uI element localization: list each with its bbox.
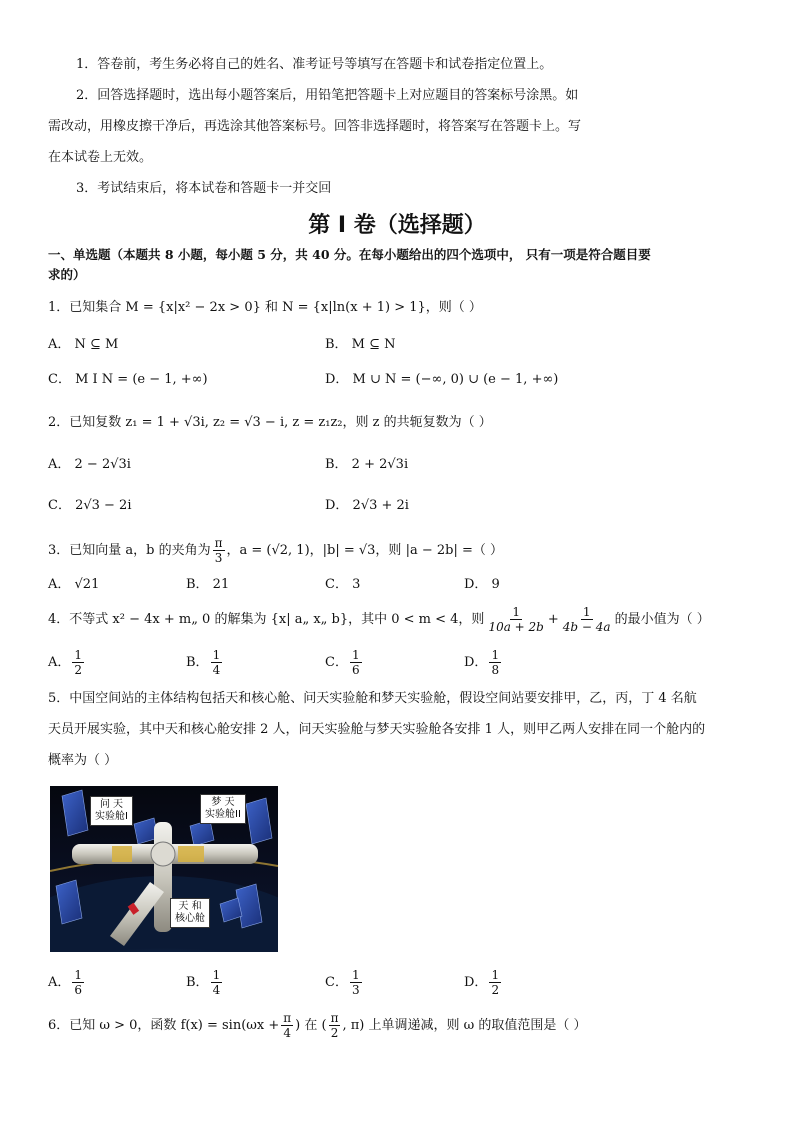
space-station-image (50, 786, 278, 952)
q2-option-a: A． 2 − 2√3i (48, 457, 131, 472)
q2-stem: 2．已知复数 z₁ = 1 + √3i, z₂ = √3 − i, z = z₁z₂，则 z 的共轭复数为（ ） (48, 415, 492, 430)
q4-f1-den: 10a + 2b (488, 620, 544, 634)
q5-option-c (325, 968, 364, 997)
q5-option-d (464, 968, 503, 997)
q5-option-c-frac (350, 968, 362, 997)
instruction-2-line3: 在本试卷上无效。 (48, 150, 153, 165)
q1-option-c: C． M I N = (e − 1, +∞) (48, 372, 208, 387)
instruction-2-line1: 2．回答选择题时，选出每小题答案后，用铅笔把答题卡上对应题目的答案标号涂黑。如 (76, 88, 579, 103)
q4-option-a-frac (72, 648, 84, 677)
instruction-2-line2: 需改动，用橡皮擦干净后，再选涂其他答案标号。回答非选择题时，将答案写在答题卡上。写 (48, 119, 582, 134)
q6-f-num: π (283, 1011, 292, 1025)
q3-stem-pre: 3．已知向量 a，b 的夹角为 (48, 543, 211, 558)
q5-option-b (186, 968, 224, 997)
q4-a-den: 2 (74, 663, 83, 677)
q4-b-num: 1 (212, 648, 221, 662)
q4-option-c-label: C． (325, 655, 348, 670)
q4-option-b (186, 648, 224, 677)
q4-fraction-1 (486, 605, 545, 634)
q1-stem: 1．已知集合 M = {x|x² − 2x > 0} 和 N = {x|ln(x + 1) > 1}，则（ ） (48, 300, 482, 315)
q5-option-c-label: C． (325, 975, 348, 990)
q6-stem (48, 1011, 586, 1041)
instruction-1: 1．答卷前，考生务必将自己的姓名、准考证号等填写在答题卡和试卷指定位置上。 (76, 57, 553, 72)
q4-stem-pre: 4．不等式 x² − 4x + m„ 0 的解集为 {x| a„ x„ b}，其中 0 < m < 4，则 (48, 612, 485, 627)
q4-option-b-frac (211, 648, 223, 677)
section-heading-line2: 求的） (48, 267, 86, 282)
q3-stem-post: ，a = (√2, 1)，|b| = √3，则 |a − 2b| =（ ） (226, 543, 503, 558)
q5-option-a (48, 968, 86, 997)
q4-option-a-label: A． (48, 655, 71, 670)
q1-option-a: A． N ⊆ M (48, 337, 119, 352)
q2-option-d: D． 2√3 + 2i (325, 498, 409, 513)
q5-c-num: 1 (351, 968, 360, 982)
q4-b-den: 4 (212, 663, 221, 677)
q4-plus: + (547, 612, 559, 627)
q3-angle-fraction (213, 536, 225, 565)
q5-a-num: 1 (74, 968, 83, 982)
q5-line3: 概率为（ ） (48, 753, 118, 768)
q4-fraction-2 (561, 605, 613, 634)
q3-option-b: B． 21 (186, 577, 230, 592)
q4-f2-den: 4b − 4a (562, 620, 611, 634)
q4-d-den: 8 (491, 663, 500, 677)
q1-option-d: D． M ∪ N = (−∞, 0) ∪ (e − 1, +∞) (325, 372, 559, 387)
q5-option-d-frac (489, 968, 501, 997)
q3-frac-num: π (214, 536, 223, 550)
q6-f-den: 4 (283, 1026, 292, 1040)
q6-i-den: 2 (330, 1026, 339, 1040)
q2-option-c: C． 2√3 − 2i (48, 498, 132, 513)
q5-option-a-label: A． (48, 975, 71, 990)
q6-stem-mid: ) 在 ( (295, 1018, 327, 1033)
q6-i-num: π (330, 1011, 339, 1025)
q4-option-d-frac (489, 648, 501, 677)
q3-option-a: A． √21 (48, 577, 100, 592)
q4-stem-post: 的最小值为（ ） (614, 612, 710, 627)
q3-option-c: C． 3 (325, 577, 361, 592)
q5-option-a-frac (72, 968, 84, 997)
q5-d-num: 1 (491, 968, 500, 982)
section-title: 第 I 卷（选择题） (308, 213, 486, 238)
q5-option-d-label: D． (464, 975, 488, 990)
q6-phase-fraction (281, 1011, 293, 1040)
q6-stem-post: , π) 上单调递减，则 ω 的取值范围是（ ） (342, 1018, 587, 1033)
q4-option-c-frac (350, 648, 362, 677)
q4-c-num: 1 (351, 648, 360, 662)
q5-option-b-label: B． (186, 975, 209, 990)
q5-d-den: 2 (491, 983, 500, 997)
instruction-3: 3．考试结束后，将本试卷和答题卡一并交回 (76, 181, 332, 196)
q3-frac-den: 3 (214, 551, 223, 565)
q3-option-d: D． 9 (464, 577, 500, 592)
q2-option-b: B． 2 + 2√3i (325, 457, 409, 472)
q3-stem (48, 536, 503, 565)
q5-a-den: 6 (74, 983, 83, 997)
section-heading-line1: 一、单选题（本题共 8 小题，每小题 5 分，共 40 分。在每小题给出的四个选项中， 只有一项是符合题目要 (48, 247, 651, 262)
q4-option-d (464, 648, 503, 677)
q4-f1-num: 1 (512, 605, 520, 619)
q4-stem (48, 605, 710, 635)
q4-option-c (325, 648, 364, 677)
label-mengtian: 梦 天 实验舱II (200, 794, 246, 824)
q4-option-d-label: D． (464, 655, 488, 670)
q4-f2-num: 1 (582, 605, 591, 619)
q4-a-num: 1 (74, 648, 83, 662)
q4-c-den: 6 (351, 663, 360, 677)
q4-option-a (48, 648, 86, 677)
label-tianhe: 天 和 核心舱 (170, 898, 210, 928)
q5-b-den: 4 (212, 983, 221, 997)
label-wentian: 问 天 实验舱I (90, 796, 133, 826)
q5-line1: 5．中国空间站的主体结构包括天和核心舱、问天实验舱和梦天实验舱，假设空间站要安排甲，乙，丙，丁 4 名航 (48, 691, 697, 706)
q5-option-b-frac (211, 968, 223, 997)
q4-option-b-label: B． (186, 655, 209, 670)
q6-interval-fraction (329, 1011, 341, 1040)
q6-stem-pre: 6．已知 ω > 0，函数 f(x) = sin(ωx + (48, 1018, 280, 1033)
q4-d-num: 1 (491, 648, 500, 662)
q1-option-b: B． M ⊆ N (325, 337, 396, 352)
q5-b-num: 1 (212, 968, 221, 982)
q5-c-den: 3 (351, 983, 360, 997)
q5-line2: 天员开展实验，其中天和核心舱安排 2 人，问天实验舱与梦天实验舱各安排 1 人，则甲乙两人安排在同一个舱内的 (48, 722, 706, 737)
